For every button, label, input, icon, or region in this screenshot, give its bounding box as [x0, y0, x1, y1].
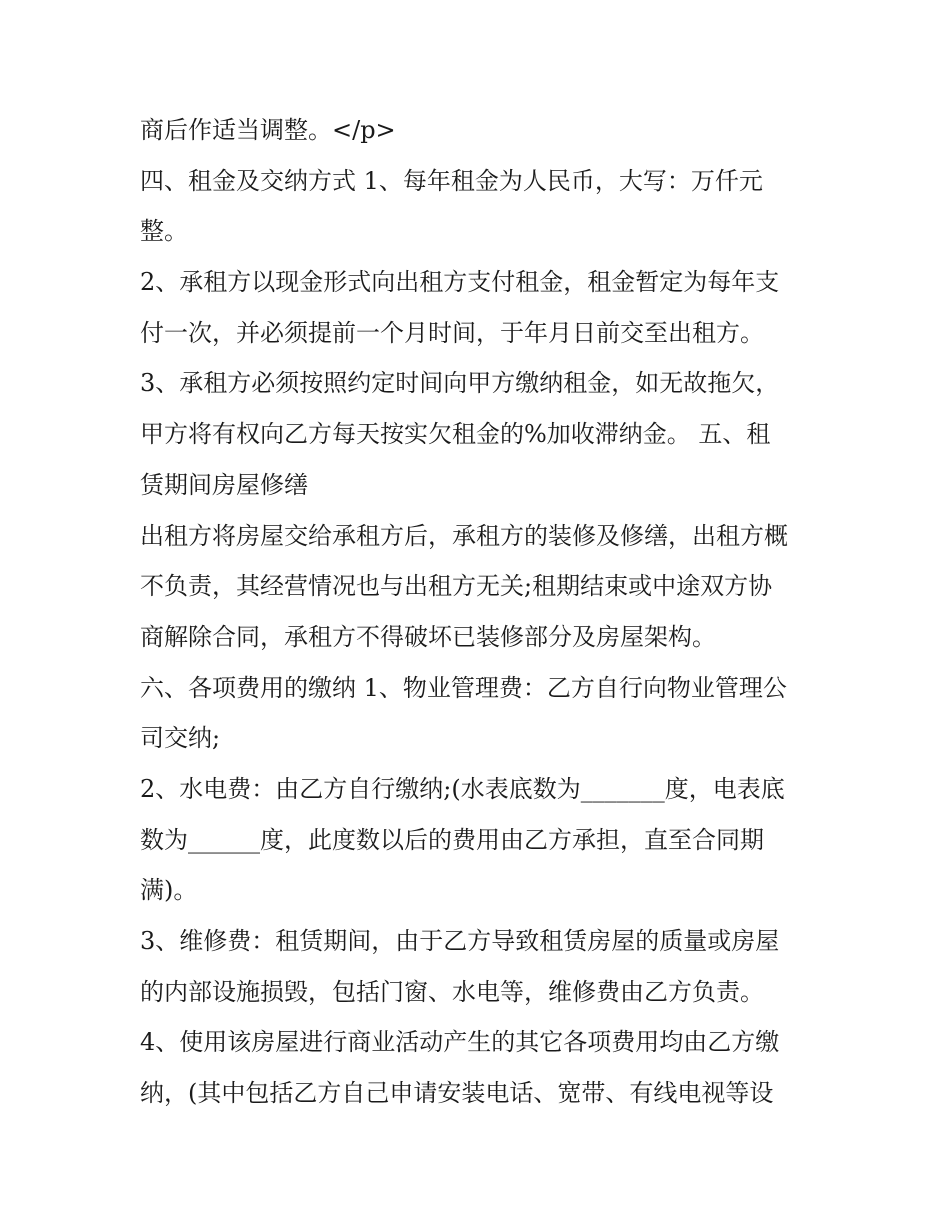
text-line: 付一次，并必须提前一个月时间，于年月日前交至出租方。 [140, 318, 764, 347]
text-line: 四、租金及交纳方式 1、每年租金为人民币，大写：万仟元 [140, 166, 763, 195]
text-line: 满)。 [140, 876, 198, 905]
text-line: 商解除合同，承租方不得破坏已装修部分及房屋架构。 [140, 622, 716, 651]
text-line: 不负责，其经营情况也与出租方无关;租期结束或中途双方协 [140, 572, 773, 601]
text-line: 数为______度，此度数以后的费用由乙方承担，直至合同期 [140, 825, 764, 854]
text-line: 商后作适当调整。</p> [140, 116, 396, 144]
text-line: 赁期间房屋修缮 [140, 470, 308, 499]
text-line: 司交纳; [140, 724, 221, 753]
document-body [140, 105, 830, 1119]
text-line: 的内部设施损毁，包括门窗、水电等，维修费由乙方负责。 [140, 977, 764, 1006]
text-line: 3、承租方必须按照约定时间向甲方缴纳租金，如无故拖欠， [140, 369, 780, 398]
text-line: 3、维修费：租赁期间，由于乙方导致租赁房屋的质量或房屋 [140, 927, 780, 955]
text-line: 2、水电费：由乙方自行缴纳;(水表底数为_______度，电表底 [140, 774, 785, 803]
text-line: 整。 [140, 217, 188, 246]
text-line: 六、各项费用的缴纳 1、物业管理费：乙方自行向物业管理公 [140, 673, 787, 702]
text-line: 纳，(其中包括乙方自己申请安装电话、宽带、有线电视等设 [140, 1079, 774, 1108]
text-line: 4、使用该房屋进行商业活动产生的其它各项费用均由乙方缴 [140, 1028, 780, 1057]
text-line: 出租方将房屋交给承租方后，承租方的装修及修缮，出租方概 [140, 521, 788, 550]
text-line: 2、承租方以现金形式向出租方支付租金，租金暂定为每年支 [140, 268, 780, 297]
text-line: 甲方将有权向乙方每天按实欠租金的%加收滞纳金。 五、租 [140, 420, 771, 449]
